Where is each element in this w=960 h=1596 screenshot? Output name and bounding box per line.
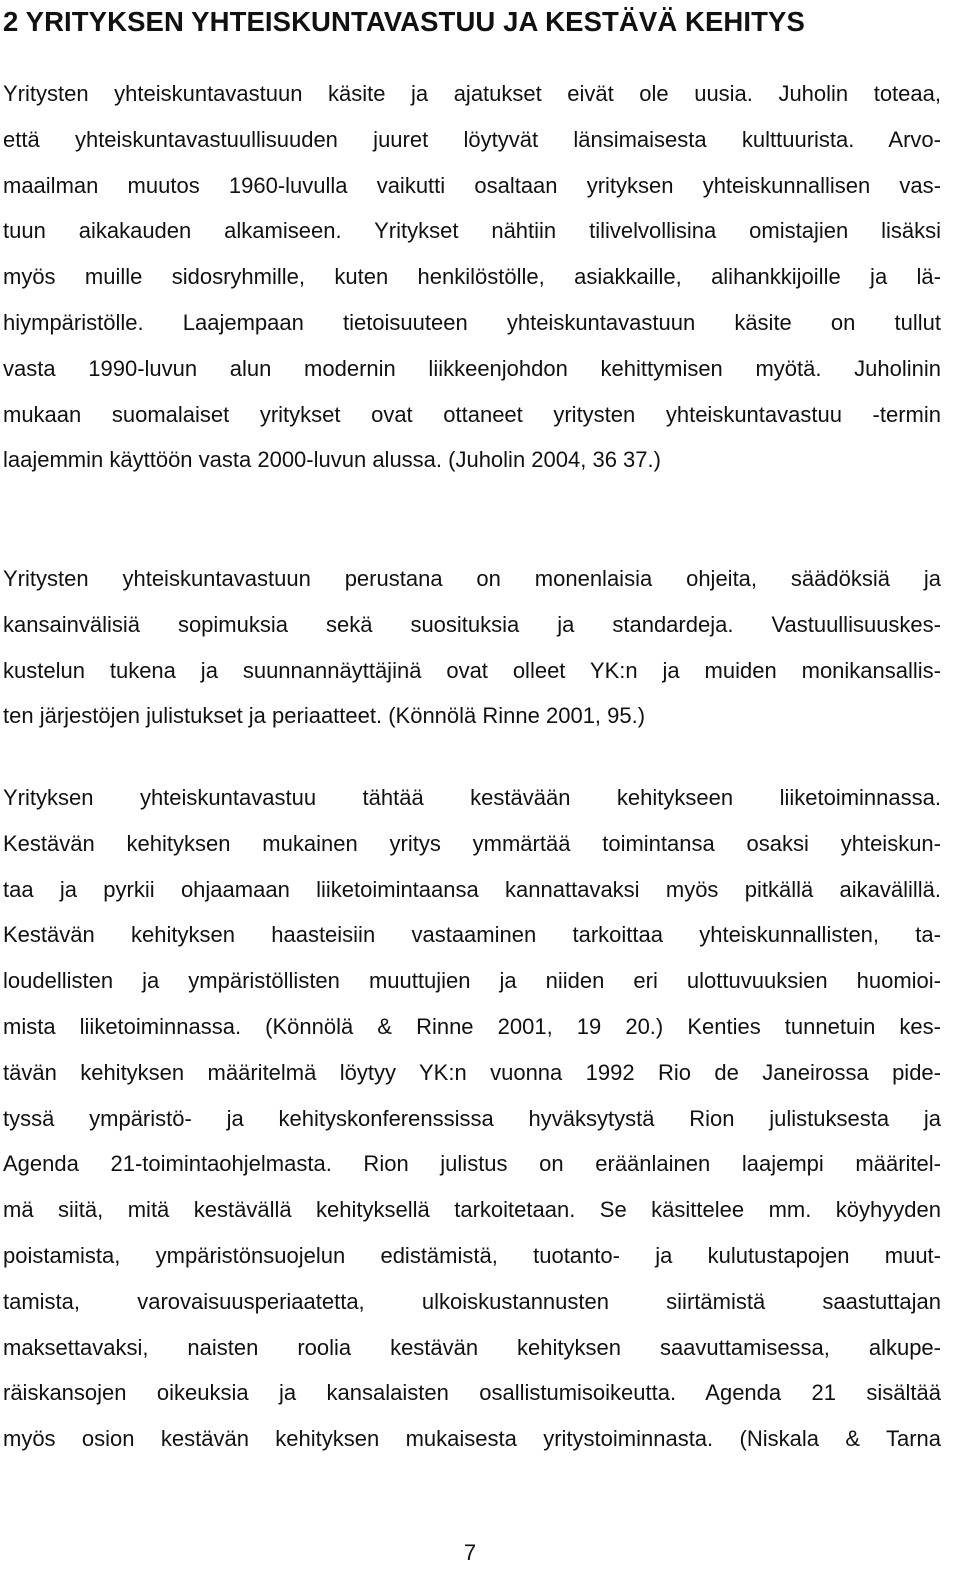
text-line: Yritysten yhteiskuntavastuun käsite ja ajatukset eivät ole uusia. Juholin toteaa, — [3, 81, 941, 106]
text-line: maailman muutos 1960-luvulla vaikutti osaltaan yrityksen yhteiskunnallisen vas- — [3, 172, 941, 198]
text-line: että yhteiskuntavastuullisuuden juuret löytyvät länsimaisesta kulttuurista. Arvo- — [3, 126, 941, 152]
text-line: mä siitä, mitä kestävällä kehityksellä tarkoitetaan. Se käsittelee mm. köyhyyden — [3, 1197, 941, 1223]
page-number: 7 — [463, 1540, 477, 1565]
text-line: vasta 1990-luvun alun modernin liikkeenjohdon kehittymisen myötä. Juholinin — [3, 355, 941, 381]
text-line: Agenda 21-toimintaohjelmasta. Rion julistus on eräänlainen laajempi määritel- — [3, 1151, 941, 1177]
text-line: hiympäristölle. Laajempaan tietoisuuteen yhteiskuntavastuun käsite on tullut — [3, 309, 941, 335]
text-line: kansainvälisiä sopimuksia sekä suosituksia ja standardeja. Vastuullisuuskes- — [3, 611, 941, 637]
text-line: Kestävän kehityksen mukainen yritys ymmärtää toimintansa osaksi yhteiskun- — [3, 830, 941, 856]
text-line: myös osion kestävän kehityksen mukaisesta yritystoiminnasta. (Niskala & Tarna — [3, 1426, 941, 1452]
text-line: Yrityksen yhteiskuntavastuu tähtää kestävään kehitykseen liiketoiminnassa. — [3, 785, 941, 810]
section-heading: 2 YRITYKSEN YHTEISKUNTAVASTUU JA KESTÄVÄ KEHITYS — [3, 6, 805, 37]
text-line: räiskansojen oikeuksia ja kansalaisten osallistumisoikeutta. Agenda 21 sisältää — [3, 1380, 941, 1406]
text-line: mista liiketoiminnassa. (Könnölä & Rinne 2001, 19 20.) Kenties tunnetuin kes- — [3, 1013, 941, 1039]
text-line: Kestävän kehityksen haasteisiin vastaaminen tarkoittaa yhteiskunnallisten, ta- — [3, 922, 941, 948]
text-line: maksettavaksi, naisten roolia kestävän kehityksen saavuttamisessa, alkupe- — [3, 1334, 941, 1360]
text-line: kustelun tukena ja suunnannäyttäjinä ovat olleet YK:n ja muiden monikansallis- — [3, 657, 941, 683]
paragraph-1 — [3, 71, 941, 483]
text-line: tävän kehityksen määritelmä löytyy YK:n vuonna 1992 Rio de Janeirossa pide- — [3, 1059, 941, 1085]
text-line: ten järjestöjen julistukset ja periaatteet. (Könnölä Rinne 2001, 95.) — [3, 703, 646, 729]
paragraph-2 — [3, 556, 941, 739]
text-line: loudellisten ja ympäristöllisten muuttujien ja niiden eri ulottuvuuksien huomioi- — [3, 968, 941, 994]
text-line: tyssä ympäristö- ja kehityskonferenssissa hyväksytystä Rion julistuksesta ja — [3, 1105, 941, 1131]
paragraph-3 — [3, 775, 941, 1462]
text-line: taa ja pyrkii ohjaamaan liiketoimintaansa kannattavaksi myös pitkällä aikavälillä. — [3, 876, 941, 902]
text-line: laajemmin käyttöön vasta 2000-luvun alussa. (Juholin 2004, 36 37.) — [3, 447, 661, 473]
text-line: myös muille sidosryhmille, kuten henkilöstölle, asiakkaille, alihankkijoille ja lä- — [3, 264, 941, 290]
text-line: Yritysten yhteiskuntavastuun perustana on monenlaisia ohjeita, säädöksiä ja — [3, 566, 941, 591]
text-line: tamista, varovaisuusperiaatetta, ulkoiskustannusten siirtämistä saastuttajan — [3, 1288, 941, 1314]
text-line: mukaan suomalaiset yritykset ovat ottaneet yritysten yhteiskuntavastuu -termin — [3, 401, 941, 427]
text-line: poistamista, ympäristönsuojelun edistämistä, tuotanto- ja kulutustapojen muut- — [3, 1242, 941, 1268]
text-line: tuun aikakauden alkamiseen. Yritykset nähtiin tilivelvollisina omistajien lisäksi — [3, 218, 941, 244]
